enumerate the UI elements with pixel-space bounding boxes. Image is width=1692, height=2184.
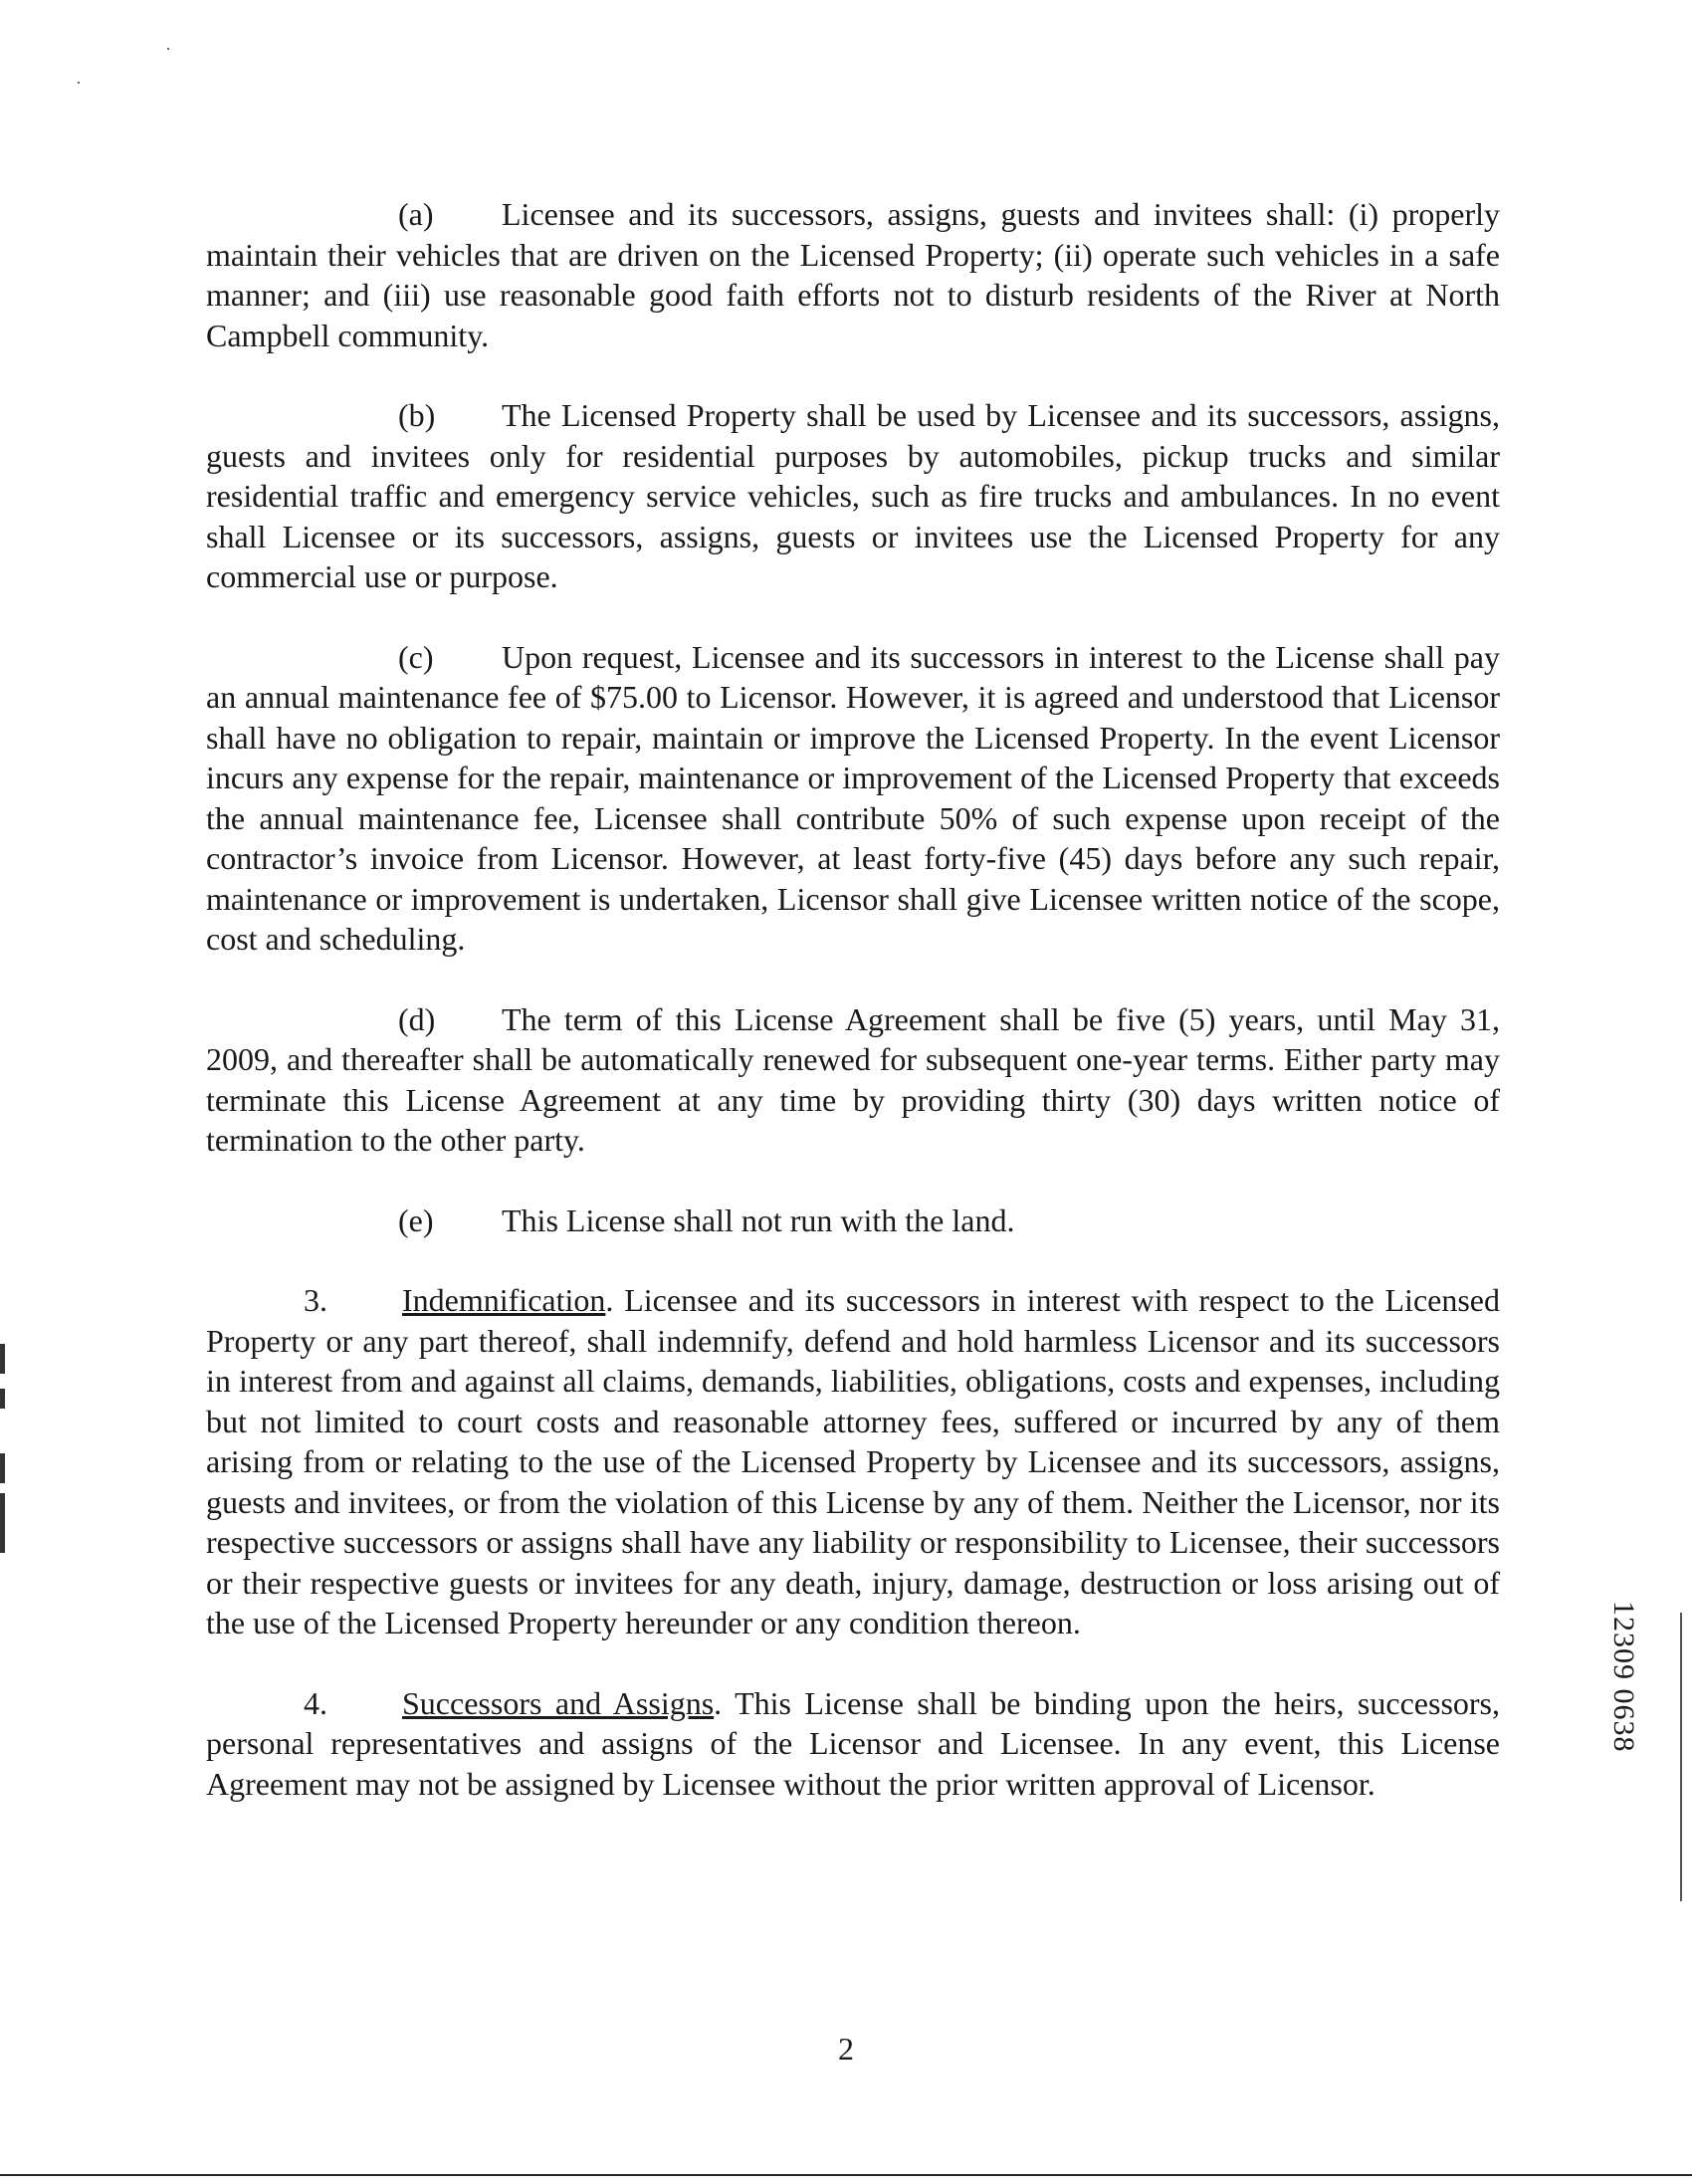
section-text: . This License shall be binding upon the heirs, successors, personal representatives and assigns of the Licensor and Licensee. In any event, this License Agreement may not be assigned by Licensee without the prior written approval of Licensor.: [206, 1684, 1501, 1802]
scan-speck: [167, 48, 169, 50]
section-number: 3.: [304, 1282, 327, 1318]
paragraph-c: [206, 637, 1500, 960]
section-indemnification: [206, 1280, 1500, 1643]
paragraph-text: The Licensed Property shall be used by Licensee and its successors, assigns, guests and invitees only for residential purposes by automobiles, pickup trucks and similar residential traffic and emergency service vehicles, such as fire trucks and ambulances. In no event shall Licensee or its successors, assigns, guests or invitees use the Licensed Property for any commercial use or purpose.: [206, 397, 1500, 594]
scan-edge-left-mark: [0, 1493, 5, 1553]
section-heading: Indemnification: [402, 1282, 606, 1318]
paragraph-marker: (c): [398, 638, 434, 675]
scan-edge-left-mark: [0, 1344, 5, 1374]
recording-stamp-text: 12309 0638: [1607, 1601, 1640, 1753]
page-number: 2: [838, 2031, 854, 2067]
scan-edge-left-mark: [0, 1389, 5, 1409]
paragraph-text: The term of this License Agreement shall be five (5) years, until May 31, 2009, and thereafter shall be automatically renewed for subsequent one-year terms. Either party may terminate this License Agreement at any time by providing thirty (30) days written notice of termination to the other party.: [206, 1000, 1500, 1158]
paragraph-text: Upon request, Licensee and its successors in interest to the License shall pay an annual maintenance fee of $75.00 to Licensor. However, it is agreed and understood that Licensor shall have no obligation to repair, maintain or improve the Licensed Property. In the event Licensor incurs any expense for the repair, maintenance or improvement of the Licensed Property that exceeds the annual maintenance fee, Licensee shall contribute 50% of such expense upon receipt of the contractor’s invoice from Licensor. However, at least forty-five (45) days before any such repair, maintenance or improvement is undertaken, Licensor shall give Licensee written notice of the scope, cost and scheduling.: [206, 638, 1500, 957]
paragraph-marker: (b): [398, 397, 436, 433]
scan-edge-left-mark: [0, 1453, 5, 1483]
scan-speck: [78, 82, 80, 84]
paragraph-marker: (a): [398, 196, 434, 232]
paragraph-marker: (d): [398, 1000, 436, 1037]
paragraph-a: [206, 194, 1500, 355]
paragraph-b: [206, 395, 1500, 597]
document-body: [206, 194, 1500, 1844]
section-number: 4.: [304, 1684, 327, 1721]
section-text: . Licensee and its successors in interest with respect to the Licensed Property or any part thereof, shall indemnify, defend and hold harmless Licensor and its successors in interest from and against all claims, demands, liabilities, obligations, costs and expenses, including but not limited to court costs and reasonable attorney fees, suffered or incurred by any of them arising from or relating to the use of the Licensed Property by Licensee and its successors, assigns, guests and invitees, or from the violation of this License by any of them. Neither the Licensor, nor its respective successors or assigns shall have any liability or responsibility to Licensee, their successors or their respective guests or invitees for any death, injury, damage, destruction or loss arising out of the use of the Licensed Property hereunder or any condition thereon.: [206, 1282, 1500, 1640]
section-successors-assigns: [206, 1683, 1500, 1805]
recording-stamp: [1606, 1601, 1646, 1909]
section-heading: Successors and Assigns: [402, 1684, 715, 1721]
scan-edge-bottom: [0, 2174, 1692, 2176]
paragraph-d: [206, 999, 1500, 1161]
scan-edge-right: [1680, 1613, 1682, 1901]
paragraph-marker: (e): [398, 1201, 434, 1238]
paragraph-text: This License shall not run with the land.: [502, 1201, 1015, 1238]
paragraph-text: Licensee and its successors, assigns, guests and invitees shall: (i) properly maintain their vehicles that are driven on the Licensed Property; (ii) operate such vehicles in a safe manner; and (iii) use reasonable good faith efforts not to disturb residents of the River at North Campbell community.: [206, 196, 1500, 353]
paragraph-e: [206, 1201, 1500, 1241]
